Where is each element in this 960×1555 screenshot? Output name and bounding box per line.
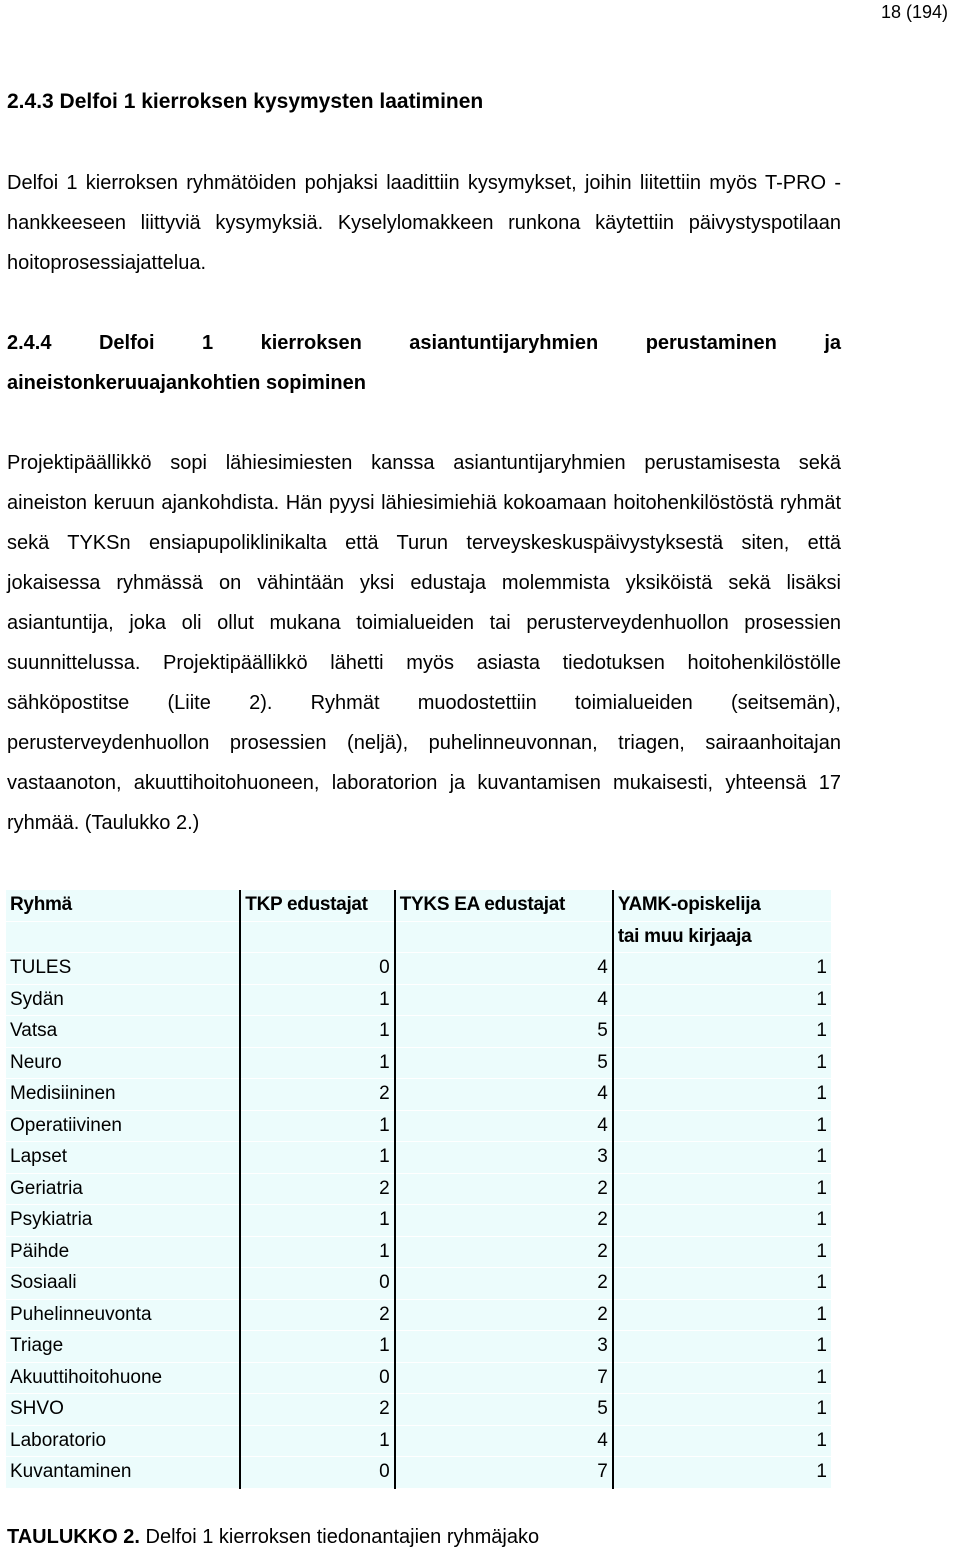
yamk-count-cell: 1 (613, 1110, 831, 1142)
group-table (6, 890, 831, 1489)
tyks-count-cell: 2 (395, 1173, 613, 1205)
yamk-count-cell: 1 (613, 1173, 831, 1205)
table-row (6, 984, 831, 1016)
tyks-count-cell: 4 (395, 984, 613, 1016)
group-name-cell: Kuvantaminen (6, 1457, 240, 1489)
group-name-cell: Lapset (6, 1142, 240, 1174)
section-heading-2-4-4: 2.4.4 Delfoi 1 kierroksen asiantuntijaryhmien perustaminen ja aineistonkeruuajankohtien sopiminen (7, 332, 841, 394)
yamk-count-cell: 1 (613, 1362, 831, 1394)
group-name-cell: TULES (6, 953, 240, 985)
tkp-count-cell: 1 (240, 1331, 394, 1363)
section-paragraph-2-4-3: Delfoi 1 kierroksen ryhmätöiden pohjaksi laadittiin kysymykset, joihin liitettiin myös T-PRO -hankkeeseen liittyviä kysymyksiä. Kyselylomakkeen runkona käytettiin päivystyspotilaan hoitoprosessiajattelua. (7, 172, 841, 274)
table-row (6, 1394, 831, 1426)
yamk-count-cell: 1 (613, 1047, 831, 1079)
group-name-cell: Sydän (6, 984, 240, 1016)
table-row (6, 1173, 831, 1205)
group-name-cell: Vatsa (6, 1016, 240, 1048)
tyks-count-cell: 2 (395, 1299, 613, 1331)
yamk-count-cell: 1 (613, 1142, 831, 1174)
table-row (6, 1142, 831, 1174)
group-name-cell: Geriatria (6, 1173, 240, 1205)
tyks-count-cell: 4 (395, 1110, 613, 1142)
tkp-count-cell: 1 (240, 1110, 394, 1142)
table-row (6, 1331, 831, 1363)
caption-text: Delfoi 1 kierroksen tiedonantajien ryhmäjako (139, 1526, 540, 1548)
group-name-cell: Triage (6, 1331, 240, 1363)
yamk-count-cell: 1 (613, 1331, 831, 1363)
yamk-count-cell: 1 (613, 953, 831, 985)
group-name-cell: Päihde (6, 1236, 240, 1268)
tyks-count-cell: 7 (395, 1362, 613, 1394)
table-header-row-2 (6, 921, 831, 953)
yamk-count-cell: 1 (613, 1016, 831, 1048)
tyks-count-cell: 5 (395, 1016, 613, 1048)
table-caption (7, 1522, 539, 1552)
tkp-count-cell: 1 (240, 1142, 394, 1174)
yamk-count-cell: 1 (613, 1079, 831, 1111)
tyks-count-cell: 7 (395, 1457, 613, 1489)
tkp-count-cell: 0 (240, 1457, 394, 1489)
tkp-count-cell: 0 (240, 953, 394, 985)
table-row (6, 1079, 831, 1111)
col-header-yamk: YAMK-opiskelija (613, 890, 831, 921)
tyks-count-cell: 5 (395, 1047, 613, 1079)
page-number: 18 (194) (880, 2, 948, 22)
col-header-empty (395, 921, 613, 953)
col-header-tyks: TYKS EA edustajat (395, 890, 613, 921)
table-row (6, 1047, 831, 1079)
tkp-count-cell: 2 (240, 1299, 394, 1331)
table-row (6, 1016, 831, 1048)
col-header-tkp: TKP edustajat (240, 890, 394, 921)
table-row (6, 1268, 831, 1300)
group-name-cell: Psykiatria (6, 1205, 240, 1237)
yamk-count-cell: 1 (613, 1394, 831, 1426)
yamk-count-cell: 1 (613, 1425, 831, 1457)
tkp-count-cell: 1 (240, 984, 394, 1016)
table-row (6, 1236, 831, 1268)
section-heading-2-4-3: 2.4.3 Delfoi 1 kierroksen kysymysten laatiminen (7, 90, 484, 113)
col-header-group: Ryhmä (6, 890, 240, 921)
table-header-row (6, 890, 831, 921)
group-name-cell: SHVO (6, 1394, 240, 1426)
group-name-cell: Akuuttihoitohuone (6, 1362, 240, 1394)
tkp-count-cell: 0 (240, 1362, 394, 1394)
table-row (6, 1110, 831, 1142)
tyks-count-cell: 2 (395, 1268, 613, 1300)
tyks-count-cell: 3 (395, 1142, 613, 1174)
tyks-count-cell: 4 (395, 1079, 613, 1111)
table-row (6, 953, 831, 985)
tkp-count-cell: 1 (240, 1236, 394, 1268)
yamk-count-cell: 1 (613, 1268, 831, 1300)
group-name-cell: Neuro (6, 1047, 240, 1079)
tkp-count-cell: 2 (240, 1394, 394, 1426)
tkp-count-cell: 0 (240, 1268, 394, 1300)
tkp-count-cell: 1 (240, 1205, 394, 1237)
section-paragraph-2-4-4: Projektipäällikkö sopi lähiesimiesten kanssa asiantuntijaryhmien perustamisesta sekä aineiston keruun ajankohdista. Hän pyysi lähiesimiehiä kokoamaan hoitohenkilöstöstä ryhmät sekä TYKSn ensiapupoliklinikalta että Turun terveyskeskuspäivystyksestä siten, että jokaisessa ryhmässä on vähintään yksi edustaja molemmista yksiköistä sekä lisäksi asiantuntija, joka oli ollut mukana toimialueiden tai perusterveydenhuollon prosessien suunnittelussa. Projektipäällikkö lähetti myös asiasta tiedotuksen hoitohenkilöstölle sähköpostitse (Liite 2). Ryhmät muodostettiin toimialueiden (seitsemän), perusterveydenhuollon prosessien (neljä), puhelinneuvonnan, triagen, sairaanhoitajan vastaanoton, akuuttihoitohuoneen, laboratorion ja kuvantamisen mukaisesti, yhteensä 17 ryhmää. (Taulukko 2.) (7, 452, 841, 834)
table-row (6, 1425, 831, 1457)
tkp-count-cell: 1 (240, 1016, 394, 1048)
yamk-count-cell: 1 (613, 1236, 831, 1268)
yamk-count-cell: 1 (613, 984, 831, 1016)
col-header-yamk-line2: tai muu kirjaaja (613, 921, 831, 953)
tyks-count-cell: 4 (395, 1425, 613, 1457)
tyks-count-cell: 2 (395, 1236, 613, 1268)
table-row (6, 1362, 831, 1394)
yamk-count-cell: 1 (613, 1205, 831, 1237)
tkp-count-cell: 2 (240, 1173, 394, 1205)
col-header-empty (240, 921, 394, 953)
tyks-count-cell: 2 (395, 1205, 613, 1237)
table-body (6, 953, 831, 1489)
table-row (6, 1299, 831, 1331)
group-name-cell: Sosiaali (6, 1268, 240, 1300)
tkp-count-cell: 2 (240, 1079, 394, 1111)
table-row (6, 1457, 831, 1489)
group-name-cell: Medisiininen (6, 1079, 240, 1111)
yamk-count-cell: 1 (613, 1457, 831, 1489)
group-name-cell: Puhelinneuvonta (6, 1299, 240, 1331)
caption-label: TAULUKKO 2. (7, 1526, 140, 1548)
tyks-count-cell: 3 (395, 1331, 613, 1363)
tkp-count-cell: 1 (240, 1047, 394, 1079)
yamk-count-cell: 1 (613, 1299, 831, 1331)
group-name-cell: Operatiivinen (6, 1110, 240, 1142)
tyks-count-cell: 5 (395, 1394, 613, 1426)
tyks-count-cell: 4 (395, 953, 613, 985)
table-row (6, 1205, 831, 1237)
tkp-count-cell: 1 (240, 1425, 394, 1457)
group-name-cell: Laboratorio (6, 1425, 240, 1457)
col-header-empty (6, 921, 240, 953)
